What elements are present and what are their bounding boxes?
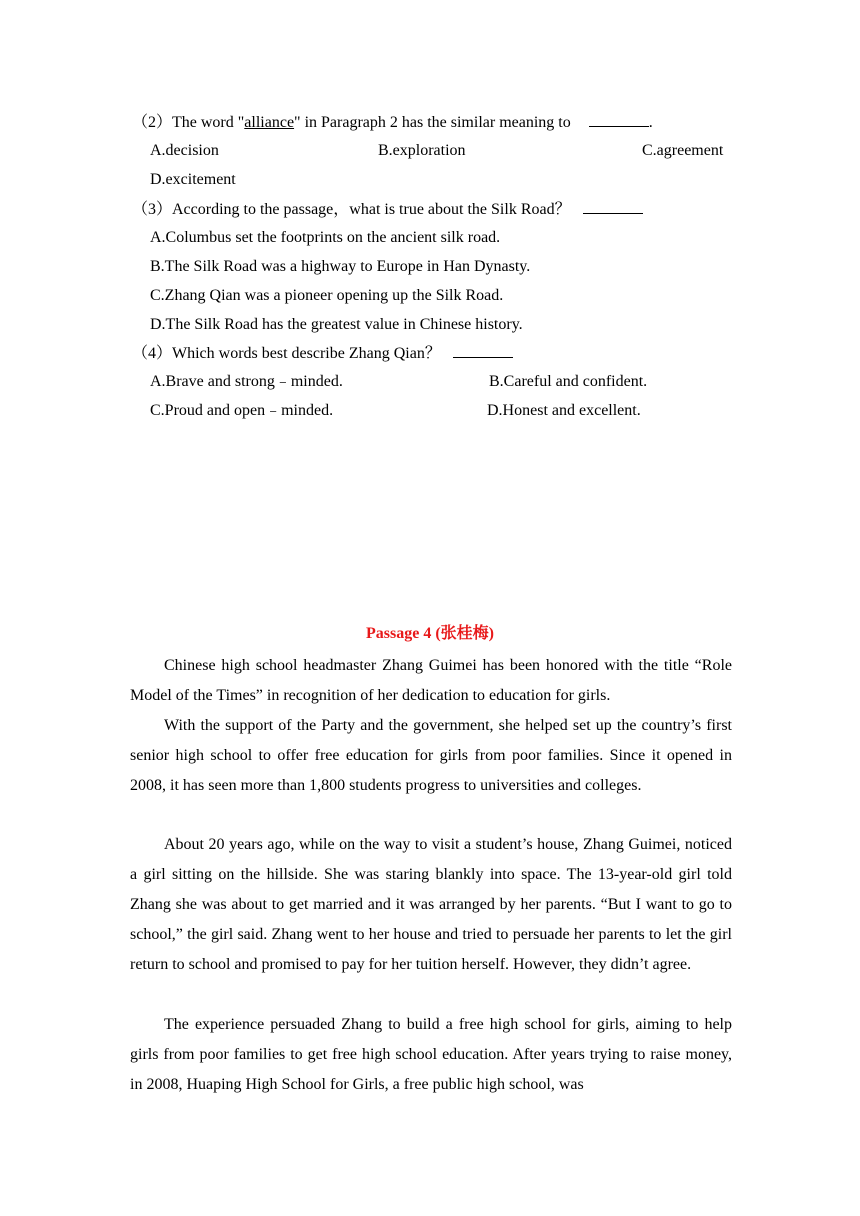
q3-option-d: D.The Silk Road has the greatest value in Chinese history.	[150, 316, 523, 333]
q4-stem-text: （4）Which words best describe Zhang Qian？	[132, 345, 441, 362]
answer-blank[interactable]	[453, 343, 513, 358]
q2-suffix: " in Paragraph 2 has the similar meaning to	[294, 114, 571, 131]
passage-paragraph-1: Chinese high school headmaster Zhang Guimei has been honored with the title “Role Model of the Times” in recognition of her dedication to education for girls.	[130, 657, 732, 704]
q2-option-b: B.exploration	[378, 142, 466, 159]
passage-title: Passage 4 (张桂梅)	[366, 625, 494, 642]
question-2-stem	[132, 112, 653, 133]
q4-option-c: C.Proud and open﹣minded.	[150, 402, 334, 419]
q2-underlined-word: alliance	[244, 114, 295, 131]
q2-option-c: C.agreement	[642, 142, 724, 159]
q4-option-a: A.Brave and strong﹣minded.	[150, 373, 343, 390]
q3-option-b: B.The Silk Road was a highway to Europe in Han Dynasty.	[150, 258, 531, 275]
q2-prefix: （2）The word "	[132, 114, 245, 131]
answer-blank[interactable]	[589, 112, 649, 127]
passage-paragraph-3: About 20 years ago, while on the way to visit a student’s house, Zhang Guimei, noticed a girl sitting on the hillside. She was staring blankly into space. The 13-year-old girl told Zhang she was about to get married and it was arranged by her parents. “But I want to go to school,” the girl said. Zhang went to her house and tried to persuade her parents to let the girl return to school and promised to pay for her tuition herself. However, they didn’t agree.	[130, 836, 732, 973]
q2-period: .	[648, 114, 653, 131]
q2-option-d: D.excitement	[150, 171, 236, 188]
answer-blank[interactable]	[583, 199, 643, 214]
passage-paragraph-4: The experience persuaded Zhang to build a free high school for girls, aiming to help girls from poor families to get free high school education. After years trying to raise money, in 2008, Huaping High School for Girls, a free public high school, was	[130, 1016, 732, 1093]
q3-stem-text: （3）According to the passage，what is true about the Silk Road？	[132, 201, 571, 218]
question-4-stem	[132, 343, 513, 364]
q4-option-b: B.Careful and confident.	[489, 373, 648, 390]
passage-paragraph-2: With the support of the Party and the government, she helped set up the country’s first senior high school to offer free education for girls from poor families. Since it opened in 2008, it has seen more than 1,800 students progress to universities and colleges.	[130, 717, 732, 794]
q3-option-c: C.Zhang Qian was a pioneer opening up the Silk Road.	[150, 287, 504, 304]
q3-option-a: A.Columbus set the footprints on the ancient silk road.	[150, 229, 501, 246]
q2-option-a: A.decision	[150, 142, 219, 159]
q4-option-d: D.Honest and excellent.	[487, 402, 641, 419]
question-3-stem	[132, 199, 643, 220]
